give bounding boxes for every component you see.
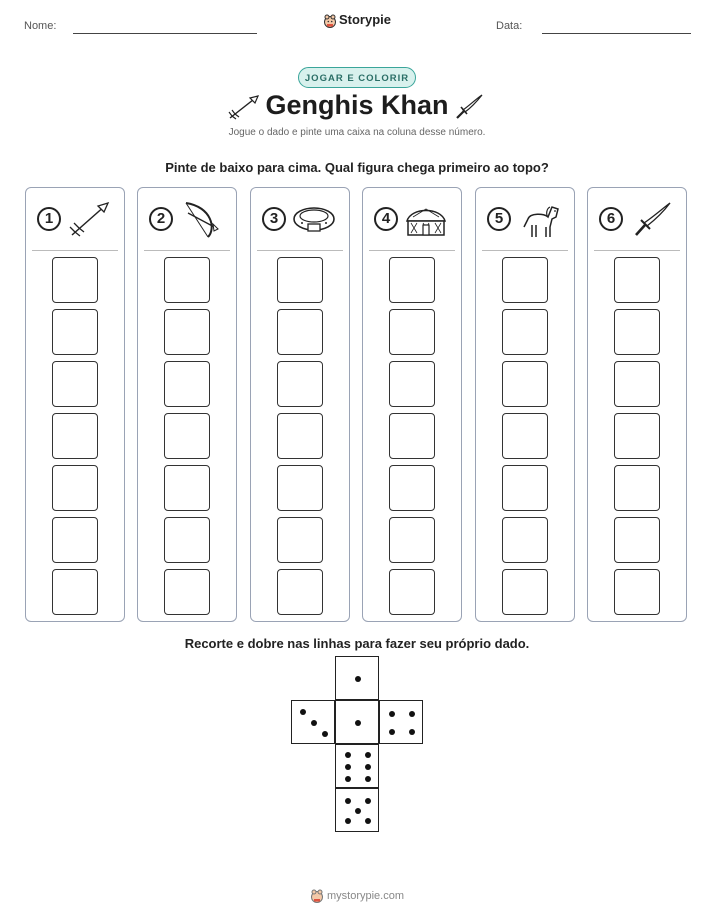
- color-box[interactable]: [389, 361, 435, 407]
- color-box[interactable]: [502, 309, 548, 355]
- column-1: [25, 187, 125, 622]
- color-box[interactable]: [52, 361, 98, 407]
- column-4: [362, 187, 462, 622]
- color-box[interactable]: [277, 517, 323, 563]
- column-divider: [369, 250, 455, 251]
- color-box[interactable]: [52, 309, 98, 355]
- color-box[interactable]: [614, 257, 660, 303]
- die-pip: [389, 711, 395, 717]
- die-pip: [389, 729, 395, 735]
- column-divider: [32, 250, 118, 251]
- horse-icon: [516, 199, 562, 239]
- die-pip: [409, 729, 415, 735]
- die-pip: [311, 720, 317, 726]
- die-face-5: [335, 788, 379, 832]
- color-box[interactable]: [502, 361, 548, 407]
- die-pip: [345, 798, 351, 804]
- die-pip: [365, 776, 371, 782]
- die-pip: [365, 764, 371, 770]
- die-face-1: [335, 700, 379, 744]
- color-box[interactable]: [52, 465, 98, 511]
- footer: [0, 889, 714, 903]
- arrow-icon: [66, 199, 112, 239]
- color-box[interactable]: [502, 257, 548, 303]
- color-box[interactable]: [277, 361, 323, 407]
- column-number: 5: [487, 207, 511, 231]
- column-divider: [594, 250, 680, 251]
- color-box[interactable]: [277, 465, 323, 511]
- color-box[interactable]: [614, 569, 660, 615]
- color-box[interactable]: [277, 569, 323, 615]
- column-5: [475, 187, 575, 622]
- color-box[interactable]: [389, 465, 435, 511]
- die-pip: [322, 731, 328, 737]
- color-box[interactable]: [164, 517, 210, 563]
- color-box[interactable]: [389, 257, 435, 303]
- die-pip: [365, 752, 371, 758]
- yurt-icon: [403, 199, 449, 239]
- column-2: [137, 187, 237, 622]
- color-box[interactable]: [52, 569, 98, 615]
- bow-icon: [178, 199, 224, 239]
- die-pip: [355, 720, 361, 726]
- column-divider: [257, 250, 343, 251]
- page-subtitle: Jogue o dado e pinte uma caixa na coluna desse número.: [228, 127, 486, 138]
- brand-name: Storypie: [338, 12, 391, 27]
- die-pip: [355, 808, 361, 814]
- die-pip: [355, 676, 361, 682]
- color-box[interactable]: [277, 309, 323, 355]
- color-box[interactable]: [614, 465, 660, 511]
- color-box[interactable]: [164, 309, 210, 355]
- footer-url[interactable]: mystorypie.com: [326, 889, 405, 902]
- color-box[interactable]: [614, 309, 660, 355]
- color-box[interactable]: [389, 517, 435, 563]
- title-sword-icon: [452, 92, 486, 122]
- column-number: 6: [599, 207, 623, 231]
- column-number: 1: [37, 207, 61, 231]
- die-pip: [409, 711, 415, 717]
- color-box[interactable]: [389, 569, 435, 615]
- color-box[interactable]: [164, 413, 210, 459]
- die-pip: [345, 818, 351, 824]
- die-face-3: [291, 700, 335, 744]
- die-pip: [300, 709, 306, 715]
- die-pip: [345, 764, 351, 770]
- column-number: 4: [374, 207, 398, 231]
- color-box[interactable]: [52, 413, 98, 459]
- activity-badge: JOGAR E COLORIR: [298, 67, 416, 88]
- color-box[interactable]: [52, 257, 98, 303]
- color-box[interactable]: [164, 361, 210, 407]
- game-instruction: Pinte de baixo para cima. Qual figura chega primeiro ao topo?: [165, 160, 549, 175]
- storypie-logo-icon: [323, 14, 337, 28]
- column-3: [250, 187, 350, 622]
- color-box[interactable]: [389, 309, 435, 355]
- color-box[interactable]: [164, 257, 210, 303]
- color-box[interactable]: [614, 361, 660, 407]
- brand-logo: [0, 12, 714, 28]
- color-box[interactable]: [164, 569, 210, 615]
- die-pip: [365, 818, 371, 824]
- column-number: 2: [149, 207, 173, 231]
- die-face-4: [379, 700, 423, 744]
- date-label: Data:: [496, 20, 523, 32]
- column-divider: [144, 250, 230, 251]
- color-box[interactable]: [389, 413, 435, 459]
- die-pip: [365, 798, 371, 804]
- die-face-1: [335, 656, 379, 700]
- name-line[interactable]: [73, 33, 257, 34]
- die-pip: [345, 752, 351, 758]
- color-box[interactable]: [502, 465, 548, 511]
- color-box[interactable]: [502, 569, 548, 615]
- column-6: [587, 187, 687, 622]
- sword-icon: [628, 199, 674, 239]
- color-box[interactable]: [502, 413, 548, 459]
- color-box[interactable]: [52, 517, 98, 563]
- color-box[interactable]: [277, 413, 323, 459]
- color-box[interactable]: [164, 465, 210, 511]
- die-instruction: Recorte e dobre nas linhas para fazer seu próprio dado.: [184, 636, 530, 651]
- color-box[interactable]: [277, 257, 323, 303]
- footer-logo-icon: [310, 889, 324, 903]
- column-number: 3: [262, 207, 286, 231]
- date-line[interactable]: [542, 33, 691, 34]
- color-box[interactable]: [614, 517, 660, 563]
- die-face-6: [335, 744, 379, 788]
- name-label: Nome:: [24, 20, 57, 32]
- belt-icon: [291, 199, 337, 239]
- column-divider: [482, 250, 568, 251]
- color-box[interactable]: [614, 413, 660, 459]
- die-pip: [345, 776, 351, 782]
- page-title: Genghis Khan: [265, 90, 449, 120]
- color-box[interactable]: [502, 517, 548, 563]
